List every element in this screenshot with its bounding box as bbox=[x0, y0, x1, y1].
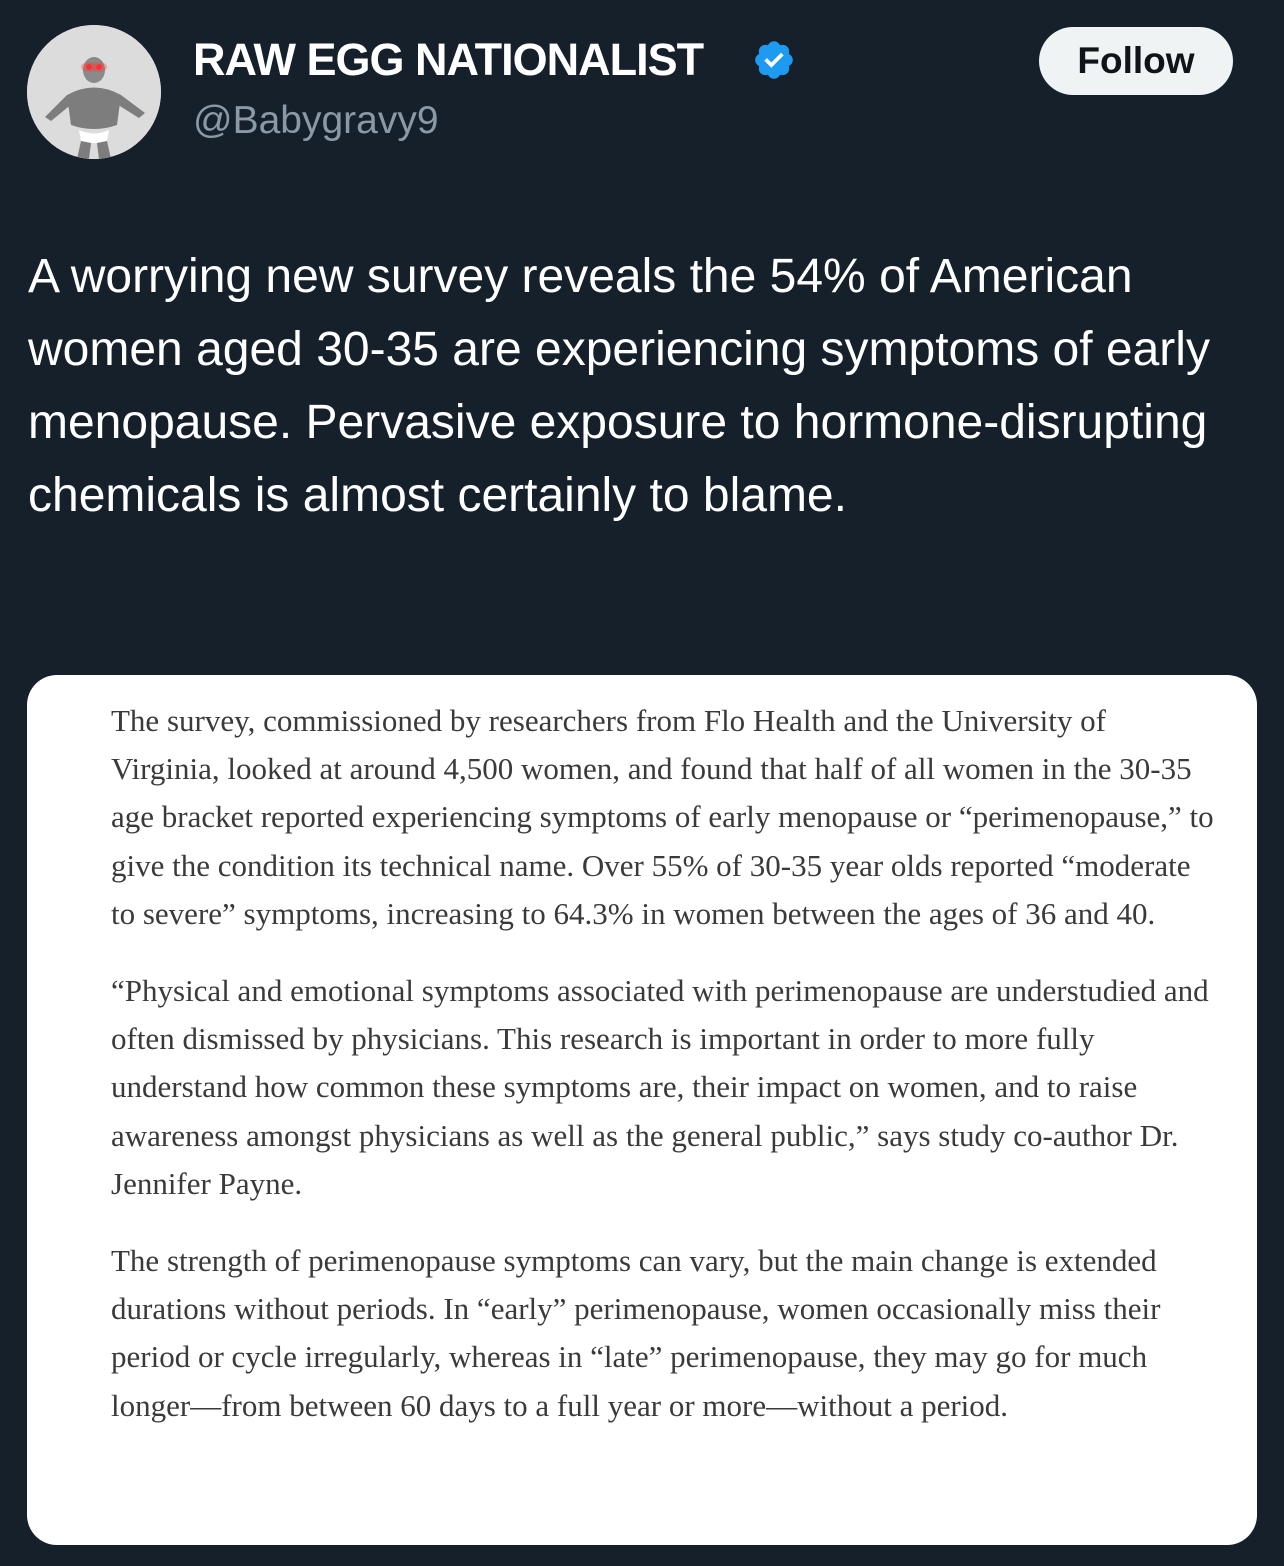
excerpt-paragraph: The survey, commissioned by researchers from Flo Health and the University of Virginia, looked at around 4,500 women, and found that half of all women in the 30-35 age bracket reported experiencing symptoms of early menopause or “perimenopause,” to give the condition its technical name. Over 55% of 30-35 year olds reported “moderate to severe” symptoms, increasing to 64.3% in women between the ages of 36 and 40. bbox=[111, 703, 1214, 931]
author-handle[interactable]: @Babygravy9 bbox=[193, 99, 439, 142]
follow-button[interactable]: Follow bbox=[1039, 27, 1233, 95]
avatar[interactable] bbox=[27, 25, 161, 159]
tweet-text: A worrying new survey reveals the 54% of American women aged 30-35 are experiencing symptoms of early menopause. Pervasive exposure to hormone-disrupting chemicals is almost certainly to blame. bbox=[28, 250, 1210, 522]
excerpt-paragraph: “Physical and emotional symptoms associated with perimenopause are understudied and often dismissed by physicians. This research is important in order to more fully understand how common these symptoms are, their impact on women, and to raise awareness amongst physicians as well as the general public,” says study co-author Dr. Jennifer Payne. bbox=[111, 973, 1209, 1201]
author-display-name[interactable]: RAW EGG NATIONALIST bbox=[193, 34, 704, 85]
avatar-bodybuilder-image bbox=[27, 25, 161, 159]
excerpt-paragraph: The strength of perimenopause symptoms can vary, but the main change is extended durations without periods. In “early” perimenopause, women occasionally miss their period or cycle irregularly, whereas in “late” perimenopause, they may go for much longer—from between 60 days to a full year or more—without a period. bbox=[111, 1243, 1161, 1423]
verified-badge-icon bbox=[752, 38, 796, 82]
attached-image-card[interactable] bbox=[27, 675, 1257, 1545]
article-excerpt bbox=[111, 697, 1221, 1459]
